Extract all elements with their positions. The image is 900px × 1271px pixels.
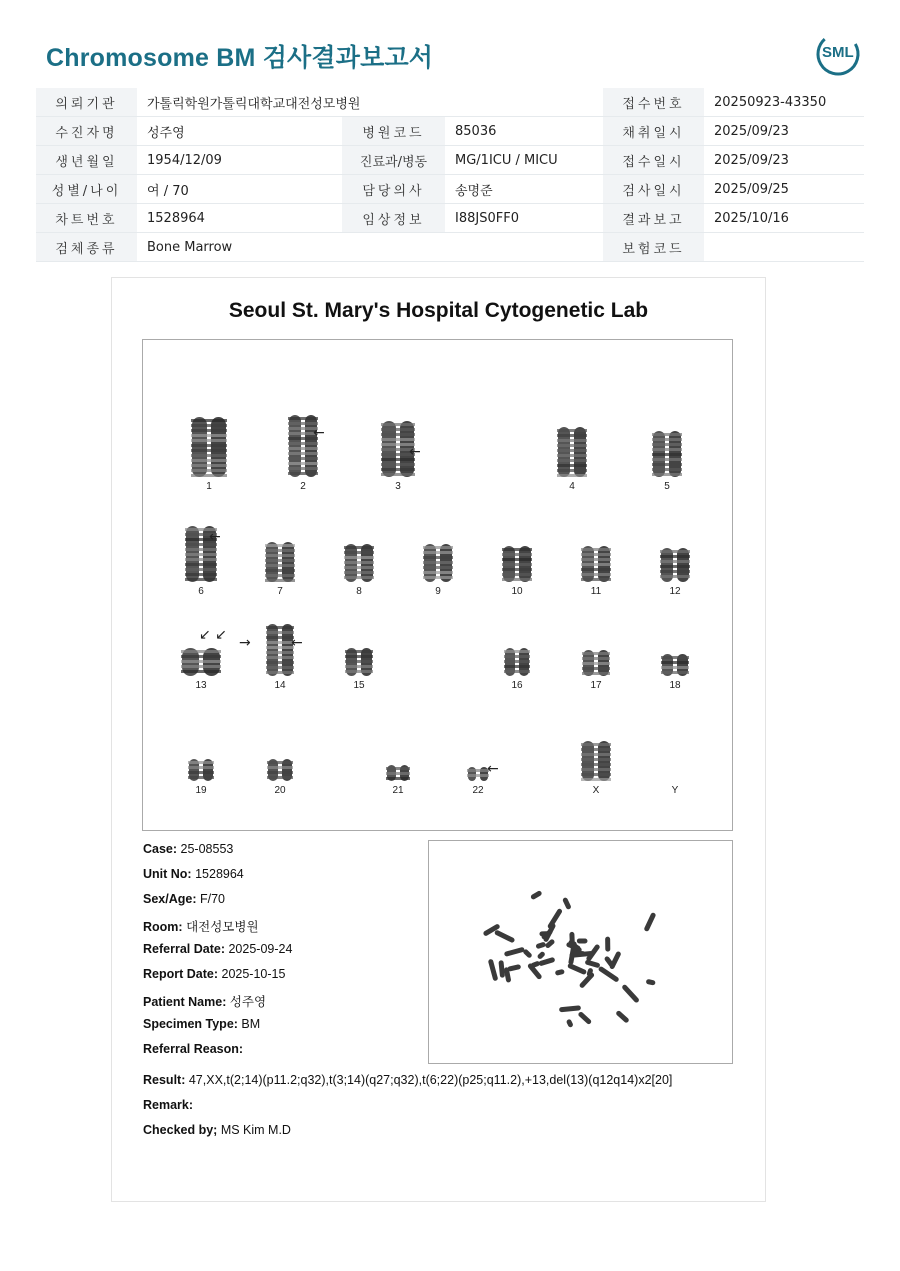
chromosome-label: 10 <box>511 586 523 597</box>
reason-line: Referral Reason: <box>143 1042 244 1056</box>
chromosome-13 <box>181 648 221 676</box>
patient-info-table <box>36 88 864 262</box>
metaphase-image <box>428 840 733 1064</box>
chromosome-10 <box>502 546 532 582</box>
chromosome-4 <box>557 427 587 477</box>
arrow-icon: ← <box>487 761 499 777</box>
info-label: 수진자명 <box>36 117 137 146</box>
info-value: 여 / 70 <box>137 175 342 204</box>
referral-date-line: Referral Date: 2025-09-24 <box>143 942 293 956</box>
info-row <box>36 88 864 117</box>
chromosome-17 <box>582 650 610 676</box>
result-line: Result: 47,XX,t(2;14)(p11.2;q32),t(3;14)(q27;q32),t(6;22)(p25;q11.2),+13,del(13)(q12q14)x2[20] <box>143 1073 673 1087</box>
chromosome-label: 20 <box>274 785 286 796</box>
specimen-line: Specimen Type: BM <box>143 1017 261 1031</box>
info-value: 2025/09/23 <box>704 117 864 146</box>
info-label: 성별/나이 <box>36 175 137 204</box>
chromosome-label: X <box>592 785 600 796</box>
info-label: 진료과/병동 <box>342 146 445 175</box>
info-label: 보험코드 <box>603 233 704 262</box>
info-row <box>36 233 864 262</box>
chromosome-label: 15 <box>353 680 365 691</box>
report-title: Chromosome BM 검사결과보고서 <box>46 44 434 72</box>
info-label: 결과보고 <box>603 204 704 233</box>
chromosome-label: 19 <box>195 785 207 796</box>
arrow-icon: ← <box>313 425 325 441</box>
remark-line: Remark: <box>143 1098 194 1112</box>
arrow-icon: ← <box>209 529 221 545</box>
chromosome-label: 1 <box>206 481 212 492</box>
info-value: I88JS0FF0 <box>445 204 603 233</box>
chromosome-label: 16 <box>511 680 523 691</box>
arrow-icon: ← <box>409 444 421 460</box>
info-value: 2025/09/25 <box>704 175 864 204</box>
chromosome-label: 3 <box>395 481 401 492</box>
karyogram-panel <box>142 339 733 831</box>
info-label: 의뢰기관 <box>36 88 137 117</box>
chromosome-label: 4 <box>569 481 575 492</box>
chromosome-label: 6 <box>198 586 204 597</box>
chromosome-19 <box>188 759 214 781</box>
info-label: 채취일시 <box>603 117 704 146</box>
checked-line: Checked by; MS Kim M.D <box>143 1123 291 1137</box>
chromosome-8 <box>344 544 374 582</box>
info-value <box>704 233 864 262</box>
info-row <box>36 117 864 146</box>
info-value: 송명준 <box>445 175 603 204</box>
info-value: Bone Marrow <box>137 233 603 262</box>
arrow-icon: → <box>239 635 251 651</box>
chromosome-18 <box>661 654 689 676</box>
chromosome-1 <box>191 417 227 477</box>
info-label: 임상정보 <box>342 204 445 233</box>
info-value: 2025/09/23 <box>704 146 864 175</box>
info-label: 검체종류 <box>36 233 137 262</box>
info-value: MG/1ICU / MICU <box>445 146 603 175</box>
room-line: Room: 대전성모병원 <box>143 920 259 934</box>
chromosome-7 <box>265 542 295 582</box>
chromosome-5 <box>652 431 682 477</box>
chromosome-label: 22 <box>472 785 484 796</box>
info-row <box>36 204 864 233</box>
chromosome-16 <box>504 648 530 676</box>
chromosome-label: 12 <box>669 586 681 597</box>
info-value: 1954/12/09 <box>137 146 342 175</box>
arrow-icon: ↙ ↙ <box>199 627 227 643</box>
info-label: 접수번호 <box>603 88 704 117</box>
patient-name-line: Patient Name: 성주영 <box>143 995 267 1009</box>
chromosome-label: 5 <box>664 481 670 492</box>
info-value: 20250923-43350 <box>704 88 864 117</box>
chromosome-14 <box>266 624 294 676</box>
chromosome-label: 11 <box>590 586 602 597</box>
chromosome-label: 14 <box>274 680 286 691</box>
arrow-icon: ← <box>291 635 303 651</box>
info-value: 85036 <box>445 117 603 146</box>
chromosome-20 <box>267 759 293 781</box>
info-value: 가톨릭학원가톨릭대학교대전성모병원 <box>137 88 603 117</box>
info-row <box>36 146 864 175</box>
chromosome-label: 21 <box>392 785 404 796</box>
info-value: 2025/10/16 <box>704 204 864 233</box>
report-date-line: Report Date: 2025-10-15 <box>143 967 286 981</box>
info-label: 검사일시 <box>603 175 704 204</box>
info-value: 성주영 <box>137 117 342 146</box>
info-label: 담당의사 <box>342 175 445 204</box>
chromosome-11 <box>581 546 611 582</box>
chromosome-label: 17 <box>590 680 602 691</box>
chromosome-label: 7 <box>277 586 283 597</box>
chromosome-x <box>581 741 611 781</box>
lab-title: Seoul St. Mary's Hospital Cytogenetic Lab <box>228 299 649 322</box>
info-value: 1528964 <box>137 204 342 233</box>
chromosome-label: 13 <box>195 680 207 691</box>
chromosome-21 <box>386 765 410 781</box>
chromosome-12 <box>660 548 690 582</box>
chromosome-label: 8 <box>356 586 362 597</box>
info-label: 생년월일 <box>36 146 137 175</box>
chromosome-label: Y <box>671 785 679 796</box>
chromosome-15 <box>345 648 373 676</box>
chromosome-label: 9 <box>435 586 441 597</box>
info-label: 차트번호 <box>36 204 137 233</box>
unit-line: Unit No: 1528964 <box>143 867 244 881</box>
chromosome-label: 2 <box>300 481 306 492</box>
logo-text: SML <box>822 44 854 61</box>
sexage-line: Sex/Age: F/70 <box>143 892 225 906</box>
chromosome-label: 18 <box>669 680 681 691</box>
chromosome-9 <box>423 544 453 582</box>
case-line: Case: 25-08553 <box>143 842 234 856</box>
info-label: 접수일시 <box>603 146 704 175</box>
chromosome-22 <box>467 767 489 781</box>
info-row <box>36 175 864 204</box>
info-label: 병원코드 <box>342 117 445 146</box>
